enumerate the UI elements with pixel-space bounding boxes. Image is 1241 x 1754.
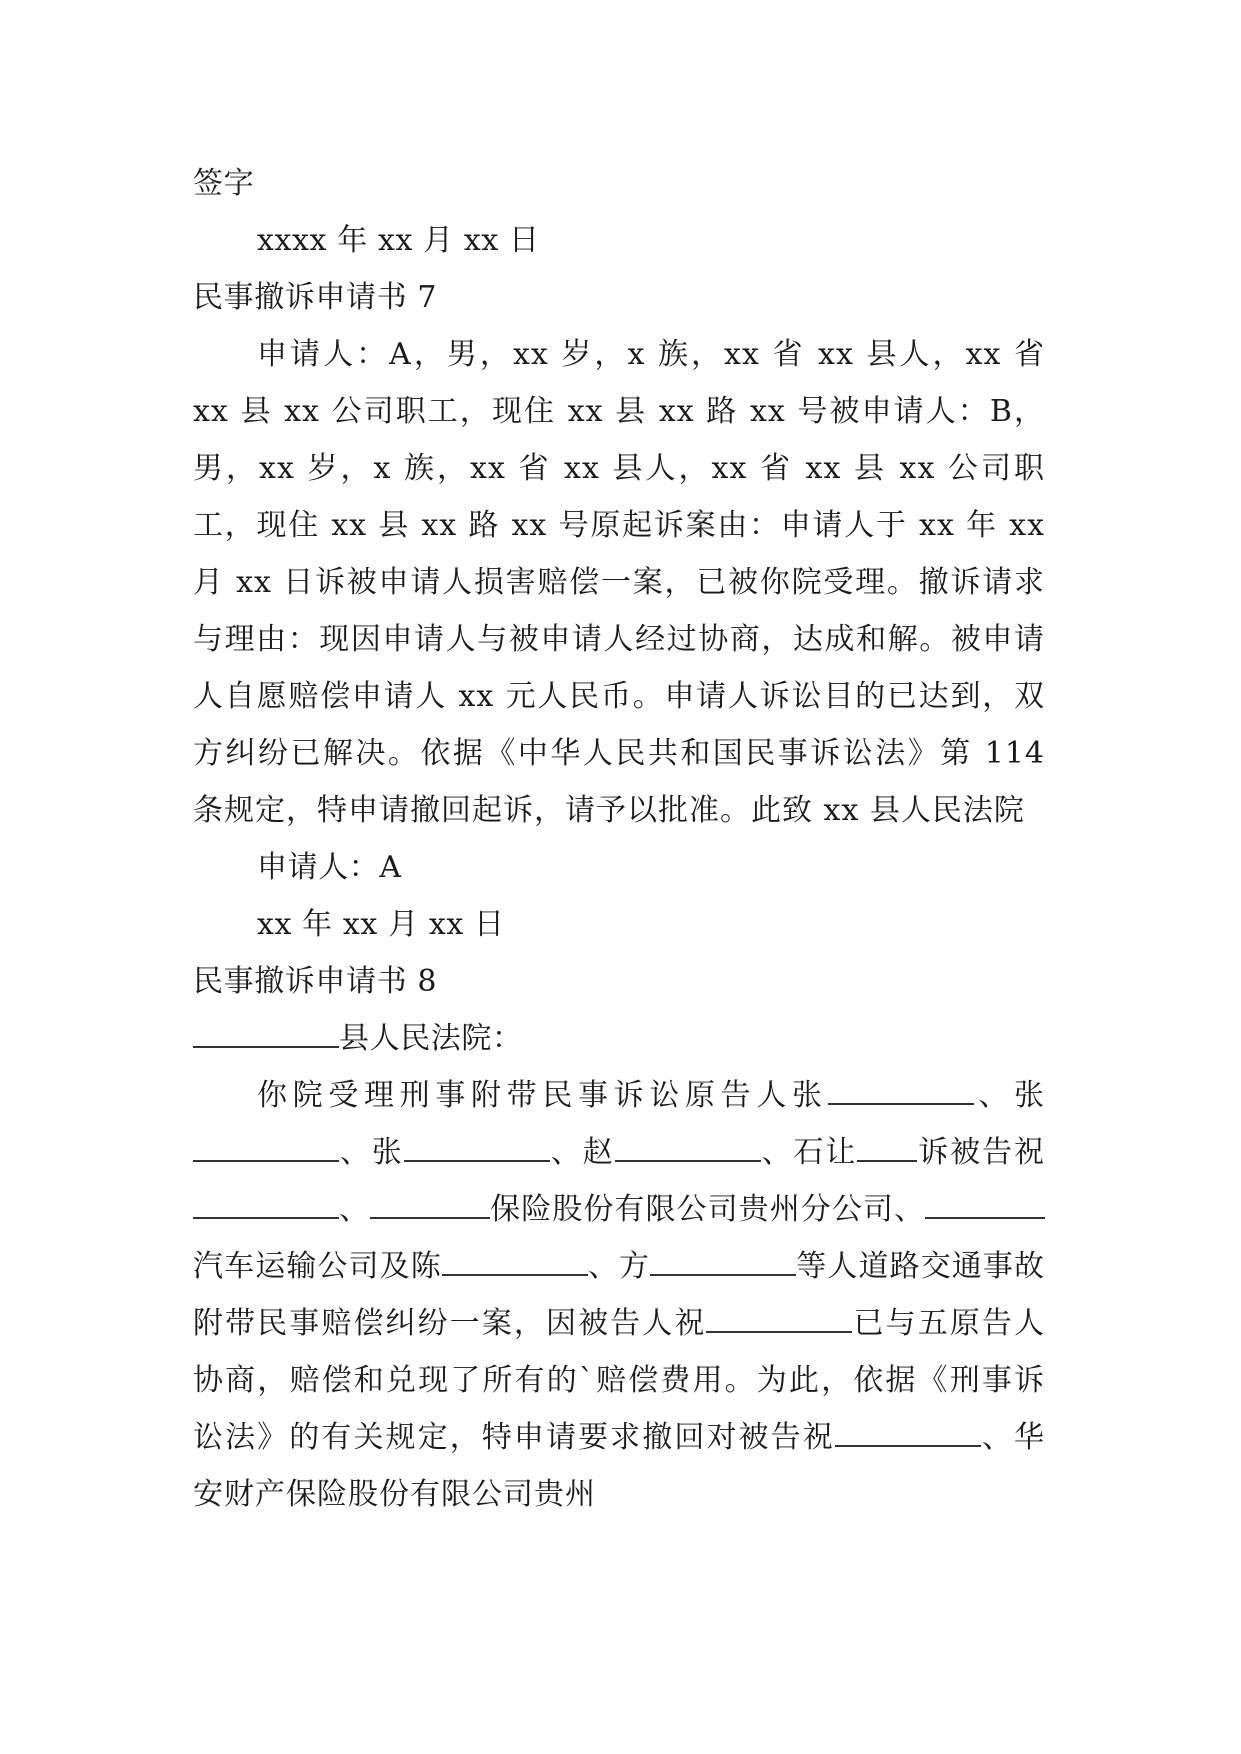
applicant-signature: 申请人：A <box>257 850 402 885</box>
text-run: 、 <box>339 1192 371 1227</box>
blank-field <box>442 1250 588 1276</box>
blank-field <box>706 1307 852 1333</box>
text-run: 、方 <box>587 1249 651 1284</box>
date-line: xx 年 xx 月 xx 日 <box>257 907 505 942</box>
blank-field <box>193 1136 339 1162</box>
blank-field <box>650 1250 796 1276</box>
blank-field <box>193 1193 339 1219</box>
text-run: 等人道路交通事故附带民事赔偿纠纷一案，因被告人祝 <box>193 1249 1046 1341</box>
section-title-8: 民事撤诉申请书 8 <box>193 964 438 999</box>
court-address-line <box>193 1010 1045 1067</box>
text-run: 诉被告祝 <box>917 1135 1046 1170</box>
text-run: 、石让 <box>760 1135 858 1170</box>
text-run: 、赵 <box>549 1135 615 1170</box>
blank-field <box>857 1136 917 1162</box>
application-body-7: 申请人：A，男，xx 岁，x 族，xx 省 xx 县人，xx 省 xx 县 xx 公司职工，现住 xx 县 xx 路 xx 号被申请人：B，男，xx 岁，x 族，xx 省 xx 县人，xx 省 xx 县 xx 公司职工，现住 xx 县 xx 路 xx 号原起诉案由：申请人于 xx 年 xx 月 xx 日诉被申请人损害赔偿一案，已被你院受理。撤诉请求与理由：现因申请人与被申请人经过协商，达成和解。被申请人自愿赔偿申请人 xx 元人民币。申请人诉讼目的已达到，双方纠纷已解决。依据《中华人民共和国民事诉讼法》第 114 条规定，特申请撤回起诉，请予以批准。此致 xx 县人民法院 <box>193 337 1045 828</box>
blank-field <box>615 1136 761 1162</box>
blank-field <box>835 1421 981 1447</box>
text-run: 保险股份有限公司贵州分公司、 <box>490 1192 926 1227</box>
document-page <box>193 155 1045 1523</box>
signature-label: 签字 <box>193 166 255 201</box>
blank-field <box>925 1193 1045 1219</box>
blank-field <box>828 1079 974 1105</box>
blank-field <box>370 1193 490 1219</box>
text-run: 你院受理刑事附带民事诉讼原告人张 <box>257 1078 828 1113</box>
blank-field <box>193 1022 339 1048</box>
application-body-8 <box>193 1067 1045 1523</box>
text-run: 、张 <box>339 1135 404 1170</box>
date-line: xxxx 年 xx 月 xx 日 <box>257 223 540 258</box>
text-run: 汽车运输公司及陈 <box>193 1249 442 1284</box>
court-suffix: 县人民法院： <box>339 1021 523 1056</box>
section-title-7: 民事撤诉申请书 7 <box>193 280 438 315</box>
text-run: 、华安财产保险股份有限公司贵州 <box>193 1420 1046 1512</box>
text-run: 、张 <box>973 1078 1046 1113</box>
text-run: 已与五原告人协商，赔偿和兑现了所有的`赔偿费用。为此，依据《刑事诉讼法》的有关规定，特申请要求撤回对被告祝 <box>193 1306 1046 1455</box>
blank-field <box>404 1136 550 1162</box>
